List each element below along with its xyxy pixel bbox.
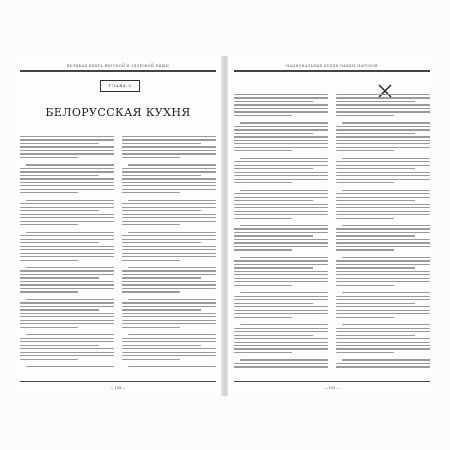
text-line	[336, 161, 430, 162]
text-line	[234, 197, 328, 198]
text-line	[240, 324, 328, 325]
text-line	[20, 246, 114, 247]
text-line	[336, 313, 430, 314]
text-line	[234, 310, 328, 311]
text-line	[20, 210, 99, 211]
text-line	[336, 306, 430, 307]
text-line	[128, 164, 216, 165]
text-line	[122, 239, 216, 240]
text-line	[122, 341, 216, 342]
right-text-columns	[234, 94, 430, 374]
text-line	[122, 270, 216, 271]
text-line	[20, 341, 114, 342]
text-line	[122, 143, 201, 144]
text-line	[234, 214, 328, 215]
text-line	[234, 228, 328, 229]
text-line	[336, 345, 430, 346]
text-line	[336, 317, 394, 318]
text-line	[336, 228, 430, 229]
text-line	[336, 242, 430, 243]
text-line	[122, 348, 216, 349]
text-line	[336, 342, 430, 343]
text-line	[122, 277, 201, 278]
text-line	[336, 267, 415, 268]
text-line	[240, 359, 328, 360]
text-line	[234, 239, 328, 240]
text-line	[234, 147, 328, 148]
text-line	[122, 178, 216, 179]
text-line	[234, 366, 328, 367]
text-line	[20, 207, 114, 208]
text-line	[234, 348, 328, 349]
text-line	[26, 200, 114, 201]
text-line	[26, 232, 114, 233]
left-header-rule-thick	[20, 71, 216, 72]
text-line	[234, 352, 292, 353]
text-line	[336, 140, 430, 141]
text-line	[20, 171, 114, 172]
text-line	[234, 168, 313, 169]
text-line	[234, 235, 313, 236]
text-line	[122, 210, 201, 211]
text-line	[336, 165, 430, 166]
text-line	[336, 214, 430, 215]
text-line	[336, 363, 430, 364]
text-line	[234, 313, 328, 314]
text-line	[336, 285, 394, 286]
text-line	[122, 185, 216, 186]
text-line	[20, 239, 114, 240]
text-line	[122, 171, 216, 172]
text-line	[122, 150, 216, 151]
text-line	[20, 320, 114, 321]
text-line	[20, 235, 114, 236]
text-line	[128, 334, 216, 335]
left-page-number: — 158 —	[110, 386, 126, 390]
text-line	[336, 296, 430, 297]
text-line	[20, 277, 99, 278]
text-line	[122, 327, 180, 328]
text-line	[342, 324, 430, 325]
right-header-rule-thick	[234, 71, 430, 72]
text-line	[234, 179, 328, 180]
text-line	[342, 359, 430, 360]
text-line	[122, 214, 216, 215]
text-line	[234, 246, 328, 247]
text-line	[336, 200, 415, 201]
text-line	[20, 345, 99, 346]
text-line	[20, 203, 114, 204]
text-line	[336, 274, 430, 275]
text-line	[336, 218, 394, 219]
right-running-head: НАЦИОНАЛЬНЫЕ КУХНИ НАШИХ НАРОДОВ	[286, 64, 378, 68]
text-line	[20, 309, 99, 310]
text-line	[20, 214, 114, 215]
text-line	[122, 192, 180, 193]
text-line	[234, 338, 328, 339]
text-line	[336, 101, 415, 102]
text-line	[336, 193, 430, 194]
right-page-number: — 159 —	[324, 386, 340, 390]
text-line	[122, 274, 216, 275]
text-line	[234, 97, 328, 98]
text-line	[234, 299, 328, 300]
chapter-title: БЕЛОРУССКАЯ КУХНЯ	[45, 106, 191, 119]
text-line	[234, 200, 313, 201]
text-line	[20, 288, 114, 289]
text-line	[20, 253, 114, 254]
text-line	[336, 352, 394, 353]
text-line	[20, 323, 114, 324]
text-line	[336, 175, 430, 176]
right-footer-rule	[234, 381, 430, 382]
text-line	[342, 190, 430, 191]
left-column-2	[122, 136, 216, 376]
text-line	[336, 168, 415, 169]
text-line	[20, 178, 114, 179]
text-line	[240, 190, 328, 191]
text-line	[20, 338, 114, 339]
text-line	[20, 185, 114, 186]
text-line	[336, 143, 430, 144]
text-line	[234, 328, 328, 329]
text-line	[234, 249, 292, 250]
text-line	[122, 221, 216, 222]
text-line	[20, 270, 114, 271]
text-line	[234, 140, 328, 141]
text-line	[336, 197, 430, 198]
text-line	[20, 274, 114, 275]
text-line	[336, 235, 415, 236]
text-line	[20, 291, 78, 292]
text-line	[122, 291, 180, 292]
text-line	[336, 129, 430, 130]
text-line	[234, 281, 328, 282]
text-line	[20, 157, 78, 158]
text-line	[234, 271, 328, 272]
text-line	[336, 310, 430, 311]
text-line	[122, 246, 216, 247]
text-line	[234, 193, 328, 194]
text-line	[122, 288, 216, 289]
text-line	[122, 284, 216, 285]
text-line	[240, 257, 328, 258]
text-line	[122, 189, 216, 190]
text-line	[336, 249, 394, 250]
text-line	[336, 97, 430, 98]
left-text-columns	[20, 136, 216, 376]
text-line	[234, 108, 328, 109]
text-line	[336, 150, 394, 151]
text-line	[336, 338, 430, 339]
text-line	[336, 133, 415, 134]
text-line	[234, 136, 328, 137]
text-line	[20, 348, 114, 349]
text-line	[122, 352, 216, 353]
text-line	[336, 335, 415, 336]
text-line	[234, 345, 328, 346]
text-line	[20, 182, 114, 183]
text-line	[234, 363, 328, 364]
text-line	[234, 306, 328, 307]
text-line	[128, 232, 216, 233]
text-line	[234, 260, 328, 261]
text-line	[20, 256, 114, 257]
left-page	[14, 56, 222, 396]
text-line	[128, 200, 216, 201]
text-line	[234, 143, 328, 144]
text-line	[122, 146, 216, 147]
text-line	[234, 278, 328, 279]
text-line	[122, 224, 180, 225]
text-line	[20, 150, 114, 151]
text-line	[26, 267, 114, 268]
text-line	[122, 235, 216, 236]
text-line	[234, 150, 292, 151]
text-line	[122, 355, 216, 356]
text-line	[122, 260, 180, 261]
text-line	[20, 352, 114, 353]
text-line	[336, 328, 430, 329]
text-line	[342, 257, 430, 258]
text-line	[240, 158, 328, 159]
text-line	[20, 242, 99, 243]
text-line	[122, 338, 216, 339]
left-footer-rule	[20, 381, 216, 382]
text-line	[336, 331, 430, 332]
text-line	[240, 292, 328, 293]
text-line	[20, 146, 114, 147]
text-line	[20, 136, 114, 137]
text-line	[20, 316, 114, 317]
text-line	[336, 182, 394, 183]
text-line	[122, 320, 216, 321]
text-line	[26, 299, 114, 300]
text-line	[234, 115, 292, 116]
text-line	[234, 335, 313, 336]
text-line	[122, 136, 216, 137]
text-line	[336, 260, 430, 261]
text-line	[336, 94, 430, 95]
text-line	[20, 302, 114, 303]
text-line	[122, 182, 216, 183]
text-line	[20, 355, 114, 356]
text-line	[122, 359, 180, 360]
text-line	[122, 302, 216, 303]
text-line	[234, 101, 313, 102]
text-line	[234, 317, 292, 318]
text-line	[234, 129, 328, 130]
text-line	[122, 207, 216, 208]
text-line	[128, 267, 216, 268]
text-line	[234, 274, 328, 275]
text-line	[122, 313, 216, 314]
left-column-1	[20, 136, 114, 376]
text-line	[122, 168, 216, 169]
text-line	[234, 111, 328, 112]
text-line	[336, 278, 430, 279]
text-line	[122, 217, 216, 218]
text-line	[342, 225, 430, 226]
text-line	[342, 292, 430, 293]
text-line	[240, 122, 328, 123]
text-line	[234, 285, 292, 286]
text-line	[336, 126, 430, 127]
text-line	[20, 249, 114, 250]
text-line	[234, 267, 313, 268]
text-line	[336, 246, 430, 247]
text-line	[234, 126, 328, 127]
text-line	[336, 204, 430, 205]
text-line	[234, 211, 328, 212]
text-line	[336, 136, 430, 137]
text-line	[234, 165, 328, 166]
text-line	[20, 189, 114, 190]
text-line	[20, 153, 114, 154]
text-line	[336, 299, 430, 300]
text-line	[234, 242, 328, 243]
text-line	[336, 211, 430, 212]
text-line	[234, 264, 328, 265]
text-line	[122, 306, 216, 307]
text-line	[342, 158, 430, 159]
text-line	[20, 284, 114, 285]
text-line	[122, 323, 216, 324]
text-line	[122, 249, 216, 250]
text-line	[336, 366, 430, 367]
text-line	[122, 253, 216, 254]
text-line	[336, 271, 430, 272]
text-line	[20, 217, 114, 218]
left-running-head: ВЕЛИКАЯ КНИГА ВКУСНОЙ И ЗДОРОВОЙ ПИЩИ	[66, 64, 170, 68]
text-line	[20, 359, 78, 360]
text-line	[122, 316, 216, 317]
text-line	[20, 313, 114, 314]
text-line	[234, 104, 328, 105]
text-line	[336, 348, 430, 349]
text-line	[128, 366, 216, 367]
text-line	[122, 203, 216, 204]
text-line	[20, 306, 114, 307]
text-line	[336, 239, 430, 240]
text-line	[122, 256, 216, 257]
right-column-1	[234, 94, 328, 374]
text-line	[234, 232, 328, 233]
text-line	[336, 172, 430, 173]
text-line	[234, 207, 328, 208]
text-line	[234, 331, 328, 332]
text-line	[26, 366, 114, 367]
text-line	[234, 296, 328, 297]
text-line	[26, 164, 114, 165]
text-line	[336, 232, 430, 233]
text-line	[336, 108, 430, 109]
text-line	[336, 264, 430, 265]
text-line	[20, 139, 114, 140]
text-line	[122, 242, 201, 243]
text-line	[122, 153, 216, 154]
text-line	[234, 161, 328, 162]
text-line	[20, 224, 78, 225]
text-line	[342, 122, 430, 123]
text-line	[128, 299, 216, 300]
text-line	[336, 179, 430, 180]
text-line	[20, 281, 114, 282]
text-line	[336, 115, 394, 116]
text-line	[122, 309, 201, 310]
text-line	[20, 221, 114, 222]
text-line	[26, 334, 114, 335]
text-line	[20, 192, 78, 193]
text-line	[336, 207, 430, 208]
right-column-2	[336, 94, 430, 374]
text-line	[336, 303, 415, 304]
text-line	[122, 345, 201, 346]
text-line	[336, 104, 430, 105]
text-line	[122, 175, 201, 176]
text-line	[336, 111, 430, 112]
text-line	[20, 175, 99, 176]
text-line	[240, 225, 328, 226]
text-line	[122, 281, 216, 282]
text-line	[234, 303, 313, 304]
text-line	[234, 172, 328, 173]
chapter-label: ГЛАВА 5	[100, 80, 140, 92]
text-line	[234, 175, 328, 176]
text-line	[20, 327, 78, 328]
text-line	[336, 147, 430, 148]
text-line	[20, 143, 99, 144]
text-line	[20, 260, 78, 261]
text-line	[122, 157, 180, 158]
text-line	[234, 218, 292, 219]
text-line	[122, 139, 216, 140]
text-line	[234, 204, 328, 205]
text-line	[336, 281, 430, 282]
right-page	[228, 56, 436, 396]
text-line	[234, 94, 328, 95]
text-line	[20, 168, 114, 169]
text-line	[234, 133, 313, 134]
text-line	[234, 182, 292, 183]
text-line	[234, 342, 328, 343]
